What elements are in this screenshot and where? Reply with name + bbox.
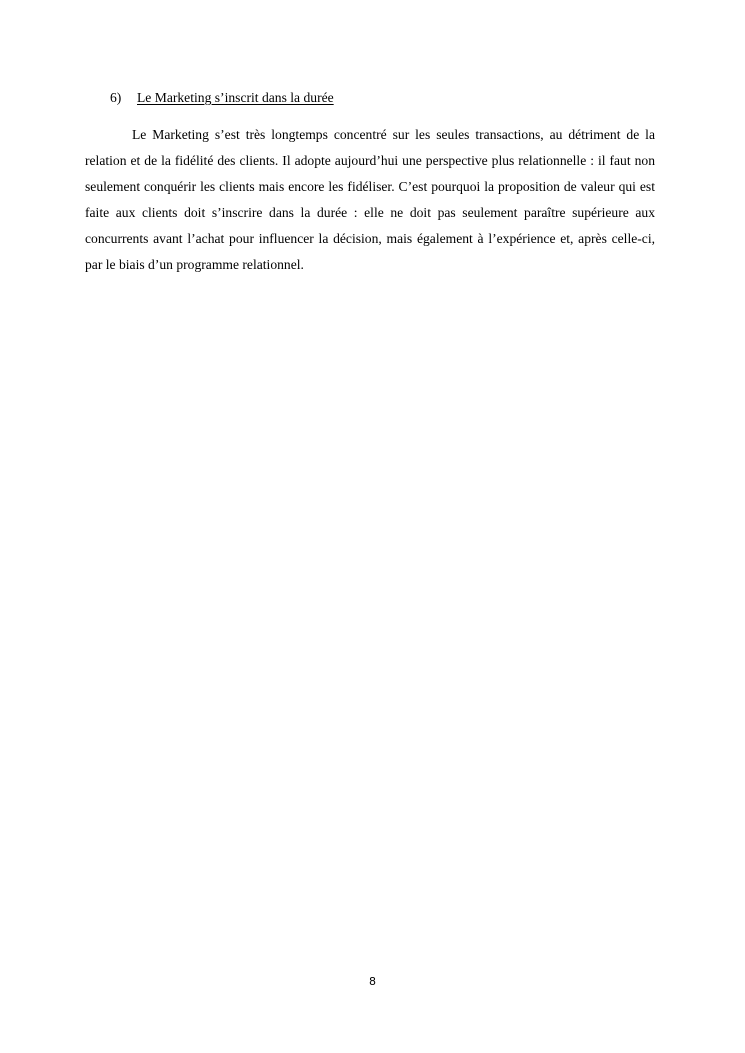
section-heading (110, 89, 334, 107)
section-title: Le Marketing s’inscrit dans la durée (137, 90, 334, 105)
body-paragraph: Le Marketing s’est très longtemps concentré sur les seules transactions, au détriment de la relation et de la fidélité des clients. Il adopte aujourd’hui une perspective plus relationnelle : il faut non seulement conquérir les clients mais encore les fidéliser. C’est pourquoi la proposition de valeur qui est faite aux clients doit s’inscrire dans la durée : elle ne doit pas seulement paraître supérieure aux concurrents avant l’achat pour influencer la décision, mais également à l’expérience et, après celle-ci, par le biais d’un programme relationnel. (85, 127, 655, 272)
section-number: 6) (110, 90, 122, 105)
page-number: 8 (369, 975, 376, 988)
